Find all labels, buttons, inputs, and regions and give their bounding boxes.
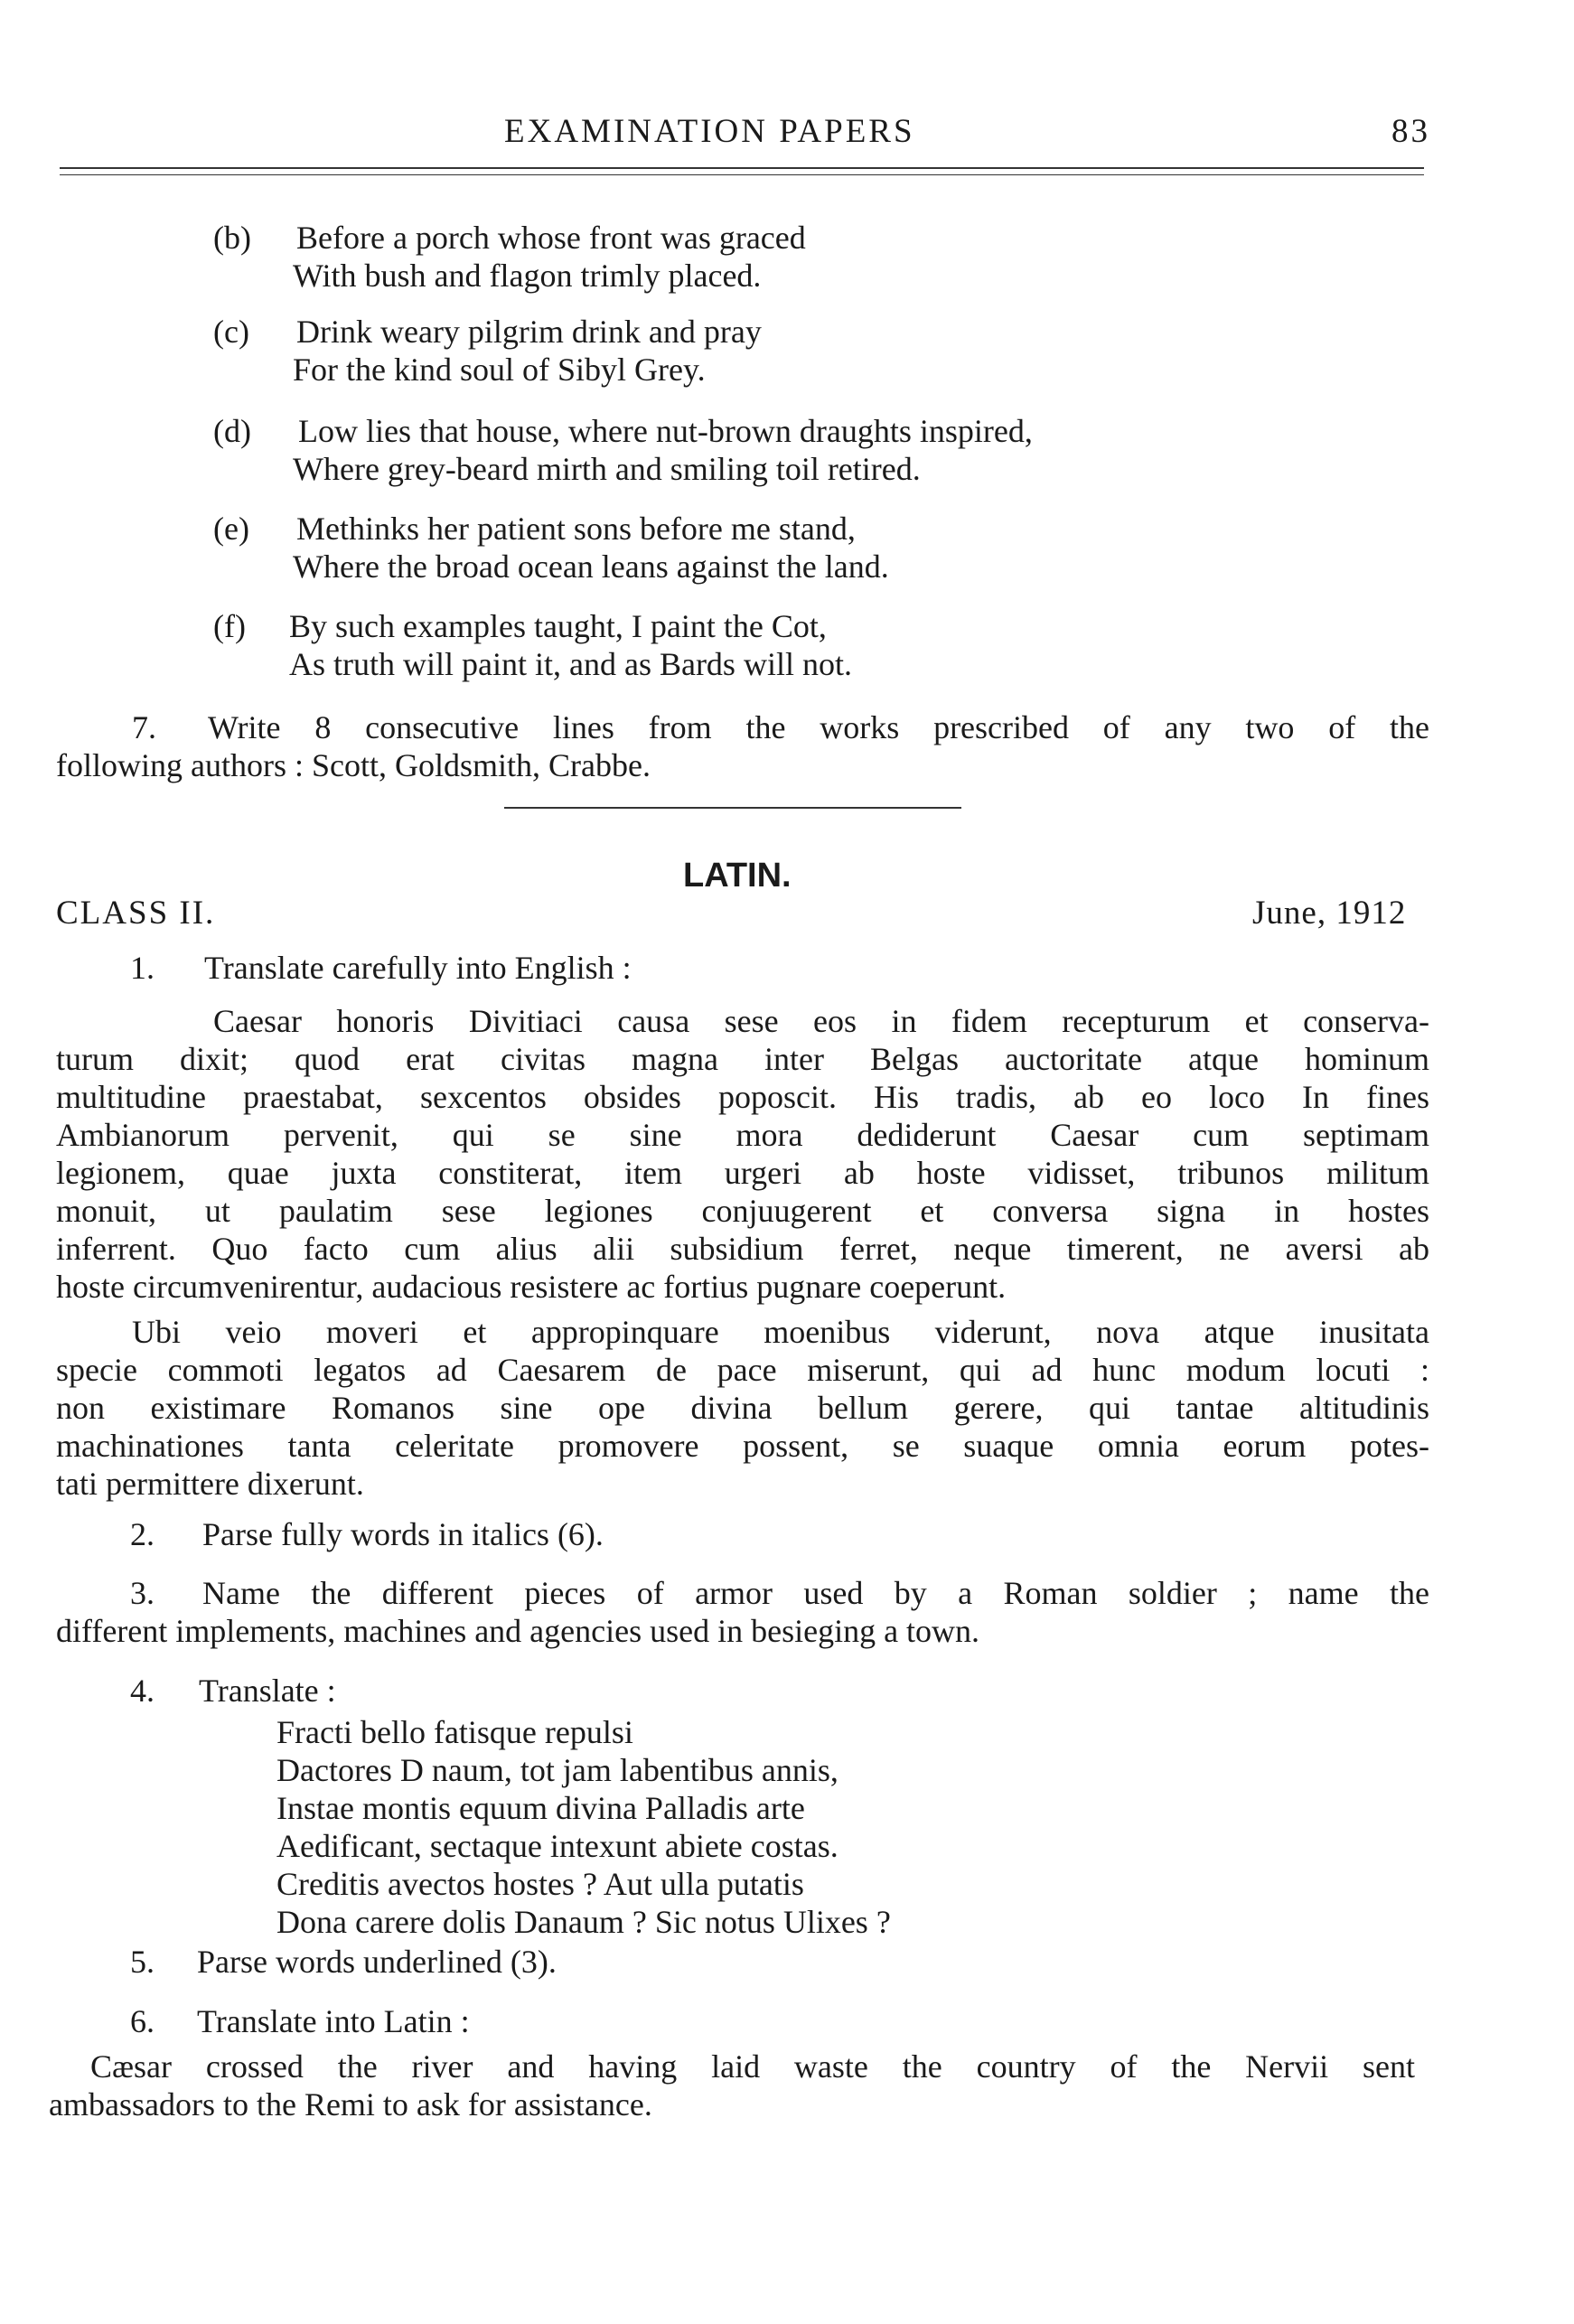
poem-line: With bush and flagon trimly placed. (293, 258, 762, 294)
question-number: 3. (130, 1575, 155, 1611)
running-header-title: EXAMINATION PAPERS (504, 113, 915, 150)
class-label: CLASS II. (56, 895, 216, 932)
latin-passage-2-first (132, 1313, 1429, 1351)
poem-line: As truth will paint it, and as Bards will not. (289, 646, 852, 682)
question-number: 7. (132, 709, 156, 745)
verse-line: Fracti bello fatisque repulsi (276, 1714, 633, 1750)
item-label-b: (b) (213, 220, 251, 256)
item-label-d: (d) (213, 413, 251, 449)
text-line: turum dixit; quod erat civitas magna inter Belgas auctoritate atque hominum (56, 1041, 1429, 1077)
question-7-text (208, 708, 1429, 746)
verse-line: Creditis avectos hostes ? Aut ulla putatis (276, 1866, 804, 1902)
text-line: ambassadors to the Remi to ask for assistance. (49, 2086, 652, 2123)
page-number: 83 (1391, 113, 1430, 150)
poem-line: Where grey-beard mirth and smiling toil retired. (293, 451, 921, 487)
poem-line: Drink weary pilgrim drink and pray (296, 314, 762, 350)
verse-line: Dactores D naum, tot jam labentibus annis, (276, 1752, 839, 1788)
verse-line: Instae montis equum divina Palladis arte (276, 1790, 805, 1826)
item-label-f: (f) (213, 608, 246, 644)
poem-line: By such examples taught, I paint the Cot, (289, 608, 827, 644)
poem-line: Low lies that house, where nut-brown draughts inspired, (298, 413, 1033, 449)
item-label-e: (e) (213, 511, 249, 547)
question-number: 5. (130, 1944, 155, 1980)
text-line: Caesar honoris Divitiaci causa sese eos in fidem recepturum et conserva- (213, 1003, 1429, 1039)
text-line: inferrent. Quo facto cum alius alii subsidium ferret, neque timerent, ne aversi ab (56, 1231, 1429, 1267)
exam-date: June, 1912 (1252, 895, 1407, 932)
text-line: Name the different pieces of armor used by a Roman soldier ; name the (202, 1575, 1429, 1611)
question-number: 2. (130, 1516, 155, 1552)
verse-line: Aedificant, sectaque intexunt abiete costas. (276, 1828, 839, 1864)
text-line: monuit, ut paulatim sese legiones conjuugerent et conversa signa in hostes (56, 1193, 1429, 1229)
verse-line: Dona carere dolis Danaum ? Sic notus Ulixes ? (276, 1904, 891, 1940)
poem-line: Where the broad ocean leans against the land. (293, 548, 889, 585)
question-number: 1. (130, 950, 155, 986)
text-line: hoste circumvenirentur, audacious resistere ac fortius pugnare coeperunt. (56, 1269, 1007, 1305)
text-line: Write 8 consecutive lines from the works prescribed of any two of the (208, 709, 1429, 745)
poem-line: Before a porch whose front was graced (296, 220, 806, 256)
header-rule-thin (60, 174, 1424, 175)
text-line: Ambianorum pervenit, qui se sine mora dediderunt Caesar cum septimam (56, 1117, 1429, 1153)
section-title: LATIN. (683, 857, 792, 895)
latin-passage-1 (56, 1040, 1429, 1306)
text-line: legionem, quae juxta constiterat, item urgeri ab hoste vidisset, tribunos militum (56, 1155, 1429, 1191)
question-3-text (202, 1574, 1429, 1612)
text-line: specie commoti legatos ad Caesarem de pace miserunt, qui ad hunc modum locuti : (56, 1352, 1429, 1388)
text-line: different implements, machines and agencies used in besieging a town. (56, 1613, 980, 1649)
text-line: multitudine praestabat, sexcentos obsides poposcit. His tradis, ab eo loco In fines (56, 1079, 1429, 1115)
question-number: 4. (130, 1673, 155, 1709)
text-line: machinationes tanta celeritate promovere possent, se suaque omnia eorum potes- (56, 1428, 1429, 1464)
section-divider (504, 807, 961, 809)
text-line: following authors : Scott, Goldsmith, Crabbe. (56, 747, 651, 783)
latin-passage-2 (56, 1351, 1429, 1503)
text-line: Cæsar crossed the river and having laid waste the country of the Nervii sent (90, 2048, 1415, 2085)
question-number: 6. (130, 2003, 155, 2039)
text-line: Ubi veio moveri et appropinquare moenibus viderunt, nova atque inusitata (132, 1314, 1429, 1350)
header-rule (60, 167, 1424, 169)
question-text: Translate : (199, 1673, 336, 1709)
question-text: Translate into Latin : (197, 2003, 470, 2039)
item-label-c: (c) (213, 314, 249, 350)
text-line: non existimare Romanos sine ope divina bellum gerere, qui tantae altitudinis (56, 1390, 1429, 1426)
poem-line: For the kind soul of Sibyl Grey. (293, 351, 706, 388)
question-text: Parse words underlined (3). (197, 1944, 557, 1980)
question-text: Parse fully words in italics (6). (202, 1516, 604, 1552)
final-sentence (90, 2048, 1415, 2085)
text-line: tati permittere dixerunt. (56, 1466, 364, 1502)
latin-passage-1-first (213, 1002, 1429, 1040)
question-text: Translate carefully into English : (204, 950, 632, 986)
poem-line: Methinks her patient sons before me stand, (296, 511, 856, 547)
